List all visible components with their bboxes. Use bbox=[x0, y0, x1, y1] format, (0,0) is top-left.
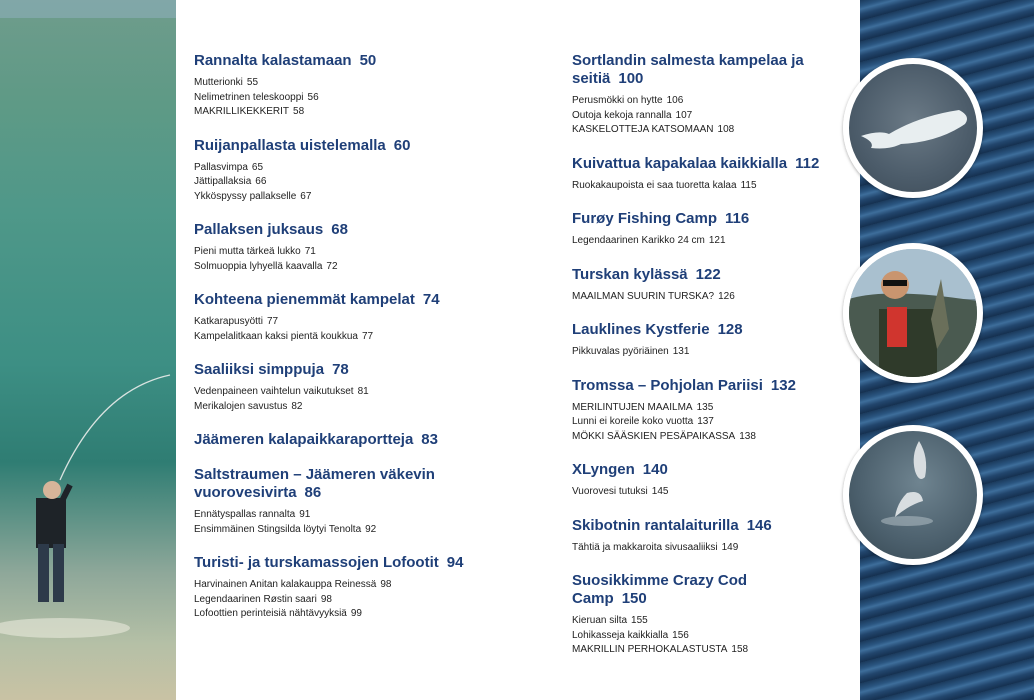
toc-subentry[interactable] bbox=[194, 400, 534, 415]
toc-subentry-page-number: 67 bbox=[300, 190, 312, 202]
toc-heading-title: Kuivattua kapakalaa kaikkialla bbox=[572, 154, 788, 172]
toc-subentry-text: MAKRILLIN PERHOKALASTUSTA bbox=[572, 644, 728, 655]
toc-subentry[interactable] bbox=[194, 385, 534, 400]
toc-subentry-page-number: 71 bbox=[304, 246, 316, 257]
toc-section-suosikkimme-crazy-cod-camp bbox=[572, 572, 822, 658]
toc-subentry[interactable] bbox=[194, 593, 534, 608]
toc-subentry-text: Solmuoppia lyhyellä kaavalla bbox=[194, 260, 323, 272]
toc-heading-title: Turisti- ja turskamassojen Lofootit bbox=[194, 554, 439, 571]
toc-heading[interactable] bbox=[194, 431, 534, 449]
toc-subentry-text: Lofoottien perinteisiä nähtävyyksiä bbox=[194, 608, 347, 619]
toc-subentry-page-number: 58 bbox=[293, 106, 305, 117]
toc-subentry[interactable] bbox=[572, 401, 822, 416]
toc-subentry-text: Perusmökki on hytte bbox=[572, 95, 663, 106]
toc-heading[interactable] bbox=[194, 291, 534, 309]
toc-subentry-page-number: 145 bbox=[651, 486, 669, 497]
toc-heading-title: Saaliiksi simppuja bbox=[194, 361, 325, 378]
toc-subentry[interactable] bbox=[572, 485, 822, 500]
toc-subentry-page-number: 131 bbox=[672, 346, 690, 357]
toc-subentry[interactable] bbox=[572, 643, 822, 658]
toc-subentry-text: Pieni mutta tärkeä lukko bbox=[194, 246, 301, 257]
toc-subentry[interactable] bbox=[194, 190, 534, 205]
toc-subentry-text: MERILINTUJEN MAAILMA bbox=[572, 401, 693, 413]
toc-subentry[interactable] bbox=[194, 315, 534, 330]
toc-subentry-text: Legendaarinen Røstin saari bbox=[194, 593, 317, 605]
toc-subentry-page-number: 91 bbox=[299, 509, 311, 520]
toc-heading-page-number: 83 bbox=[421, 431, 438, 448]
toc-heading-page-number: 140 bbox=[642, 461, 668, 478]
fisherman-photo-circle bbox=[843, 243, 983, 383]
toc-subentry-page-number: 121 bbox=[708, 235, 726, 246]
toc-heading[interactable] bbox=[572, 155, 822, 173]
toc-subentry[interactable] bbox=[572, 541, 822, 556]
toc-subentry[interactable] bbox=[572, 614, 822, 629]
toc-section-turisti-ja-turskamassojen-lofootit bbox=[194, 554, 534, 622]
toc-heading[interactable] bbox=[572, 517, 822, 535]
toc-subentry-page-number: 81 bbox=[357, 386, 369, 397]
toc-subentry-page-number: 137 bbox=[697, 416, 714, 427]
toc-subentry-page-number: 149 bbox=[721, 541, 739, 553]
toc-subentry[interactable] bbox=[572, 345, 822, 360]
toc-heading-title: Skibotnin rantalaiturilla bbox=[572, 516, 739, 534]
toc-heading-page-number: 132 bbox=[770, 376, 796, 394]
toc-heading-title: Sortlandin salmesta kampelaa ja seitiä bbox=[572, 52, 804, 87]
toc-heading[interactable] bbox=[572, 377, 822, 395]
toc-section-lauklines-kystferie bbox=[572, 321, 822, 360]
toc-heading[interactable] bbox=[194, 554, 534, 572]
toc-subentry[interactable] bbox=[572, 415, 822, 430]
whale-photo-circle bbox=[843, 58, 983, 198]
toc-heading-title: Lauklines Kystferie bbox=[572, 321, 710, 338]
toc-subentry-text: Tähtiä ja makkaroita sivusaaliiksi bbox=[572, 541, 718, 553]
toc-subentry-page-number: 82 bbox=[291, 400, 303, 412]
toc-heading[interactable] bbox=[572, 572, 822, 608]
table-of-contents-page bbox=[176, 0, 860, 700]
toc-left-column bbox=[194, 52, 534, 639]
toc-heading-page-number: 60 bbox=[393, 136, 411, 154]
toc-heading-page-number: 86 bbox=[304, 484, 322, 501]
toc-subentry-text: Kampelalitkaan kaksi pientä koukkua bbox=[194, 330, 358, 342]
toc-heading[interactable] bbox=[572, 321, 822, 339]
toc-section-tromssa-pohjolan-pariisi bbox=[572, 377, 822, 445]
toc-heading-title: Furøy Fishing Camp bbox=[572, 210, 718, 227]
toc-subentry[interactable] bbox=[194, 578, 534, 593]
toc-subentry-page-number: 155 bbox=[631, 615, 648, 626]
toc-section-fur-y-fishing-camp bbox=[572, 210, 822, 249]
toc-section-kohteena-pienemmat-kampelat bbox=[194, 291, 534, 344]
toc-heading-title: Suosikkimme Crazy Cod Camp bbox=[572, 572, 748, 607]
toc-subentry[interactable] bbox=[572, 179, 822, 194]
toc-section-saltstraumen-jaameren-vakevin-vuorovesivirta bbox=[194, 466, 534, 537]
toc-subentry[interactable] bbox=[194, 91, 534, 106]
toc-subentry[interactable] bbox=[572, 123, 822, 138]
toc-heading[interactable] bbox=[572, 266, 822, 284]
toc-section-skibotnin-rantalaiturilla bbox=[572, 517, 822, 556]
toc-heading-page-number: 94 bbox=[446, 554, 464, 571]
toc-heading-page-number: 116 bbox=[725, 210, 750, 227]
toc-subentry-page-number: 108 bbox=[717, 124, 735, 135]
toc-heading-page-number: 128 bbox=[717, 321, 743, 338]
toc-heading-title: Turskan kylässä bbox=[572, 265, 688, 283]
toc-subentry[interactable] bbox=[194, 105, 534, 120]
toc-heading-page-number: 78 bbox=[332, 361, 349, 378]
toc-heading-title: Tromssa – Pohjolan Pariisi bbox=[572, 376, 763, 394]
toc-subentry-page-number: 66 bbox=[255, 176, 267, 187]
toc-subentry-page-number: 72 bbox=[326, 260, 338, 272]
toc-subentry-text: MAAILMAN SUURIN TURSKA? bbox=[572, 290, 715, 302]
toc-subentry-page-number: 56 bbox=[307, 91, 319, 103]
toc-subentry-page-number: 92 bbox=[365, 523, 377, 535]
toc-heading[interactable] bbox=[572, 210, 822, 228]
toc-subentry-text: Outoja kekoja rannalla bbox=[572, 109, 672, 121]
toc-subentry-page-number: 65 bbox=[251, 161, 264, 173]
toc-heading[interactable] bbox=[572, 461, 822, 479]
toc-heading[interactable] bbox=[194, 221, 534, 239]
toc-subentry[interactable] bbox=[194, 245, 534, 260]
toc-subentry[interactable] bbox=[572, 234, 822, 249]
toc-heading[interactable] bbox=[194, 361, 534, 379]
toc-subentry-page-number: 115 bbox=[740, 179, 757, 191]
toc-subentry[interactable] bbox=[194, 523, 534, 538]
toc-subentry[interactable] bbox=[572, 430, 822, 445]
toc-subentry-text: Lohikasseja kaikkialla bbox=[572, 629, 669, 641]
toc-subentry-text: Ensimmäinen Stingsilda löytyi Tenolta bbox=[194, 523, 362, 535]
toc-section-turskan-kylassa bbox=[572, 266, 822, 305]
toc-section-pallaksen-juksaus bbox=[194, 221, 534, 274]
toc-subentry-text: KASKELOTTEJA KATSOMAAN bbox=[572, 124, 714, 135]
toc-section-jaameren-kalapaikkaraportteja bbox=[194, 431, 534, 449]
toc-subentry-text: Vedenpaineen vaihtelun vaikutukset bbox=[194, 386, 354, 397]
toc-heading-title: Saltstraumen – Jäämeren väkevin vuorovesivirta bbox=[194, 466, 435, 501]
toc-subentry[interactable] bbox=[194, 508, 534, 523]
toc-subentry[interactable] bbox=[572, 629, 822, 644]
toc-subentry-page-number: 158 bbox=[731, 644, 749, 655]
toc-subentry-page-number: 138 bbox=[739, 430, 756, 442]
toc-subentry-text: Lunni ei koreile koko vuotta bbox=[572, 416, 694, 427]
toc-subentry-text: MÖKKI SÄÄSKIEN PESÄPAIKASSA bbox=[572, 430, 736, 442]
toc-subentry-page-number: 77 bbox=[266, 316, 279, 327]
toc-subentry-page-number: 126 bbox=[718, 290, 735, 302]
toc-heading-title: XLyngen bbox=[572, 461, 635, 478]
toc-heading-page-number: 50 bbox=[359, 52, 377, 69]
toc-subentry-page-number: 107 bbox=[675, 109, 693, 121]
toc-heading-page-number: 150 bbox=[621, 590, 647, 607]
toc-heading-page-number: 112 bbox=[795, 154, 820, 172]
toc-subentry[interactable] bbox=[194, 175, 534, 190]
toc-subentry[interactable] bbox=[194, 330, 534, 345]
toc-section-ruijanpallasta-uistelemalla bbox=[194, 137, 534, 205]
toc-subentry-page-number: 156 bbox=[672, 629, 689, 641]
toc-subentry-text: Kieruan silta bbox=[572, 615, 628, 626]
toc-heading-page-number: 74 bbox=[422, 291, 440, 308]
salmon-icon bbox=[849, 431, 977, 559]
toc-subentry-page-number: 106 bbox=[666, 95, 684, 106]
toc-heading-title: Ruijanpallasta uistelemalla bbox=[194, 136, 386, 154]
toc-subentry[interactable] bbox=[572, 109, 822, 124]
toc-section-kuivattua-kapakalaa-kaikkialla bbox=[572, 155, 822, 194]
toc-subentry[interactable] bbox=[572, 94, 822, 109]
toc-subentry[interactable] bbox=[194, 161, 534, 176]
toc-subentry-text: Ennätyspallas rannalta bbox=[194, 509, 296, 520]
toc-subentry-text: Ruokakaupoista ei saa tuoretta kalaa bbox=[572, 179, 737, 191]
toc-heading-title: Kohteena pienemmät kampelat bbox=[194, 291, 415, 308]
toc-subentry-page-number: 98 bbox=[380, 579, 392, 590]
toc-heading-page-number: 100 bbox=[618, 70, 644, 87]
toc-subentry-text: Ykköspyssy pallakselle bbox=[194, 190, 297, 202]
toc-subentry-text: Katkarapusyötti bbox=[194, 316, 263, 327]
toc-heading-title: Rannalta kalastamaan bbox=[194, 52, 352, 69]
toc-subentry[interactable] bbox=[572, 290, 822, 305]
toc-subentry-text: Mutterionki bbox=[194, 77, 243, 88]
toc-subentry-text: Vuorovesi tutuksi bbox=[572, 486, 648, 497]
fisherman-with-fish-icon bbox=[849, 249, 977, 377]
left-photo-angler bbox=[0, 0, 176, 700]
toc-heading[interactable] bbox=[194, 137, 534, 155]
toc-subentry-page-number: 135 bbox=[696, 401, 714, 413]
toc-subentry-text: Nelimetrinen teleskooppi bbox=[194, 91, 304, 103]
toc-heading-page-number: 146 bbox=[746, 516, 772, 534]
jumping-fish-photo-circle bbox=[843, 425, 983, 565]
angler-illustration bbox=[0, 0, 176, 700]
toc-heading[interactable] bbox=[194, 52, 534, 70]
toc-section-saaliiksi-simppuja bbox=[194, 361, 534, 414]
toc-subentry-page-number: 55 bbox=[246, 77, 259, 88]
toc-heading[interactable] bbox=[194, 466, 534, 502]
whale-icon bbox=[849, 64, 977, 192]
toc-section-rannalta-kalastamaan bbox=[194, 52, 534, 120]
toc-section-xlyngen bbox=[572, 461, 822, 500]
toc-subentry-page-number: 99 bbox=[350, 608, 362, 619]
toc-subentry-text: Merikalojen savustus bbox=[194, 400, 288, 412]
toc-heading-page-number: 122 bbox=[695, 265, 721, 283]
toc-heading[interactable] bbox=[572, 52, 822, 88]
toc-subentry-text: Pallasvimpa bbox=[194, 161, 248, 173]
toc-subentry-page-number: 98 bbox=[320, 593, 332, 605]
toc-subentry[interactable] bbox=[194, 260, 534, 275]
toc-subentry[interactable] bbox=[194, 607, 534, 622]
toc-heading-title: Pallaksen juksaus bbox=[194, 221, 324, 238]
toc-right-column bbox=[572, 52, 822, 675]
toc-heading-page-number: 68 bbox=[331, 221, 348, 238]
toc-subentry-page-number: 77 bbox=[361, 330, 374, 342]
toc-subentry-text: Pikkuvalas pyöriäinen bbox=[572, 346, 669, 357]
toc-subentry[interactable] bbox=[194, 76, 534, 91]
toc-subentry-text: Legendaarinen Karikko 24 cm bbox=[572, 235, 705, 246]
toc-subentry-text: Jättipallaksia bbox=[194, 176, 252, 187]
toc-subentry-text: MAKRILLIKEKKERIT bbox=[194, 106, 290, 117]
toc-heading-title: Jäämeren kalapaikkaraportteja bbox=[194, 431, 414, 448]
toc-subentry-text: Harvinainen Anitan kalakauppa Reinessä bbox=[194, 579, 377, 590]
toc-section-sortlandin-salmesta-kampelaa-ja-seitia bbox=[572, 52, 822, 138]
